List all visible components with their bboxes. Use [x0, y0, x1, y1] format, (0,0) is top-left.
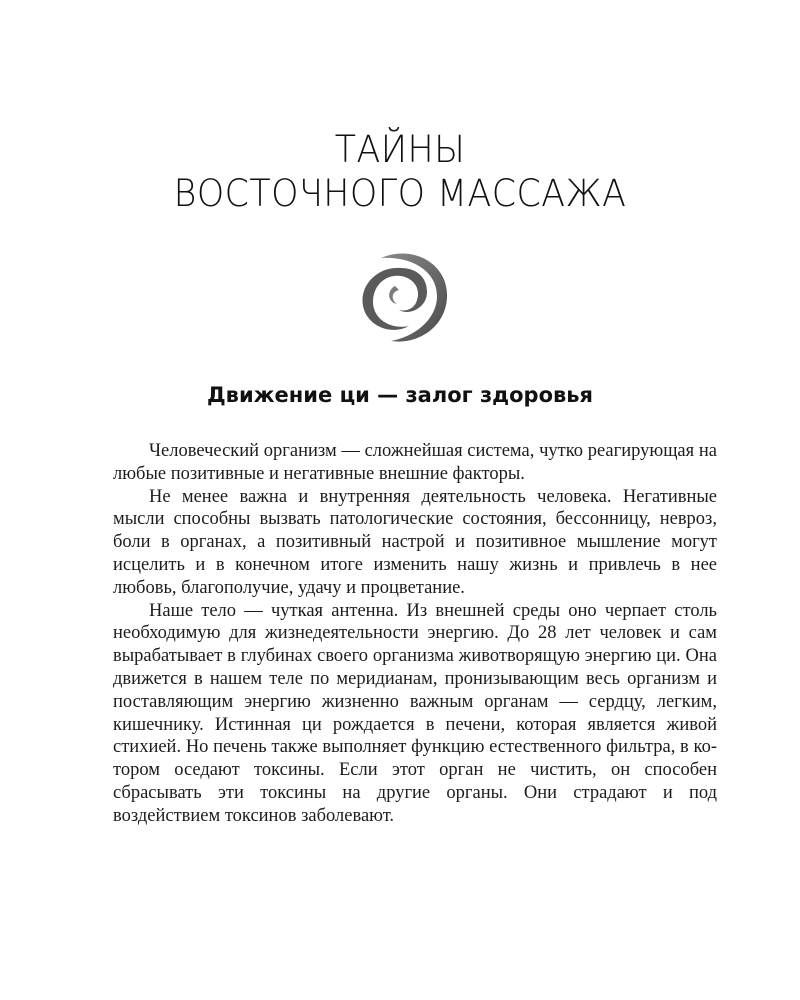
- chapter-title: [0, 128, 800, 216]
- paragraph: Человеческий организм — сложнейшая система, чутко реагирующая на любые позитивные и негативные внешние факторы.: [113, 441, 717, 484]
- swirl-emblem-icon: [351, 246, 451, 346]
- section-heading: Движение ци — залог здоровья: [206, 383, 594, 407]
- paragraph: Наше тело — чуткая антенна. Из внешней среды оно черпает столь необходимую для жизнедеятельности энергию. До 28 лет человек и сам вырабатывает в глубинах своего организма животворящую энергию ци. Она движется в нашем теле по меридианам, пронизывающим весь организм и поставляющим энергию жизненно важным органам — сердцу, легким, кишечнику. Истинная ци рождается в печени, которая является живой стихией. Но печень также выполняет функцию естественного фильтра, в котором оседают токсины. Если этот орган не чистить, он способен сбрасывать эти токсины на другие органы. Они страдают и под воздействием токсинов заболевают.: [113, 600, 717, 826]
- body-text: [113, 440, 717, 828]
- chapter-title-line-2: ВОСТОЧНОГО МАССАЖА: [173, 172, 627, 215]
- chapter-title-line-1: ТАЙНЫ: [334, 128, 466, 171]
- paragraph: Не менее важна и внутренняя деятельность человека. Негативные мысли способны вызвать патологические состояния, бессонницу, невроз, боли в органах, а позитивный настрой и позитивное мышление могут исцелить и в конечном итоге изменить нашу жизнь и привлечь в нее любовь, благополучие, удачу и процветание.: [113, 486, 717, 598]
